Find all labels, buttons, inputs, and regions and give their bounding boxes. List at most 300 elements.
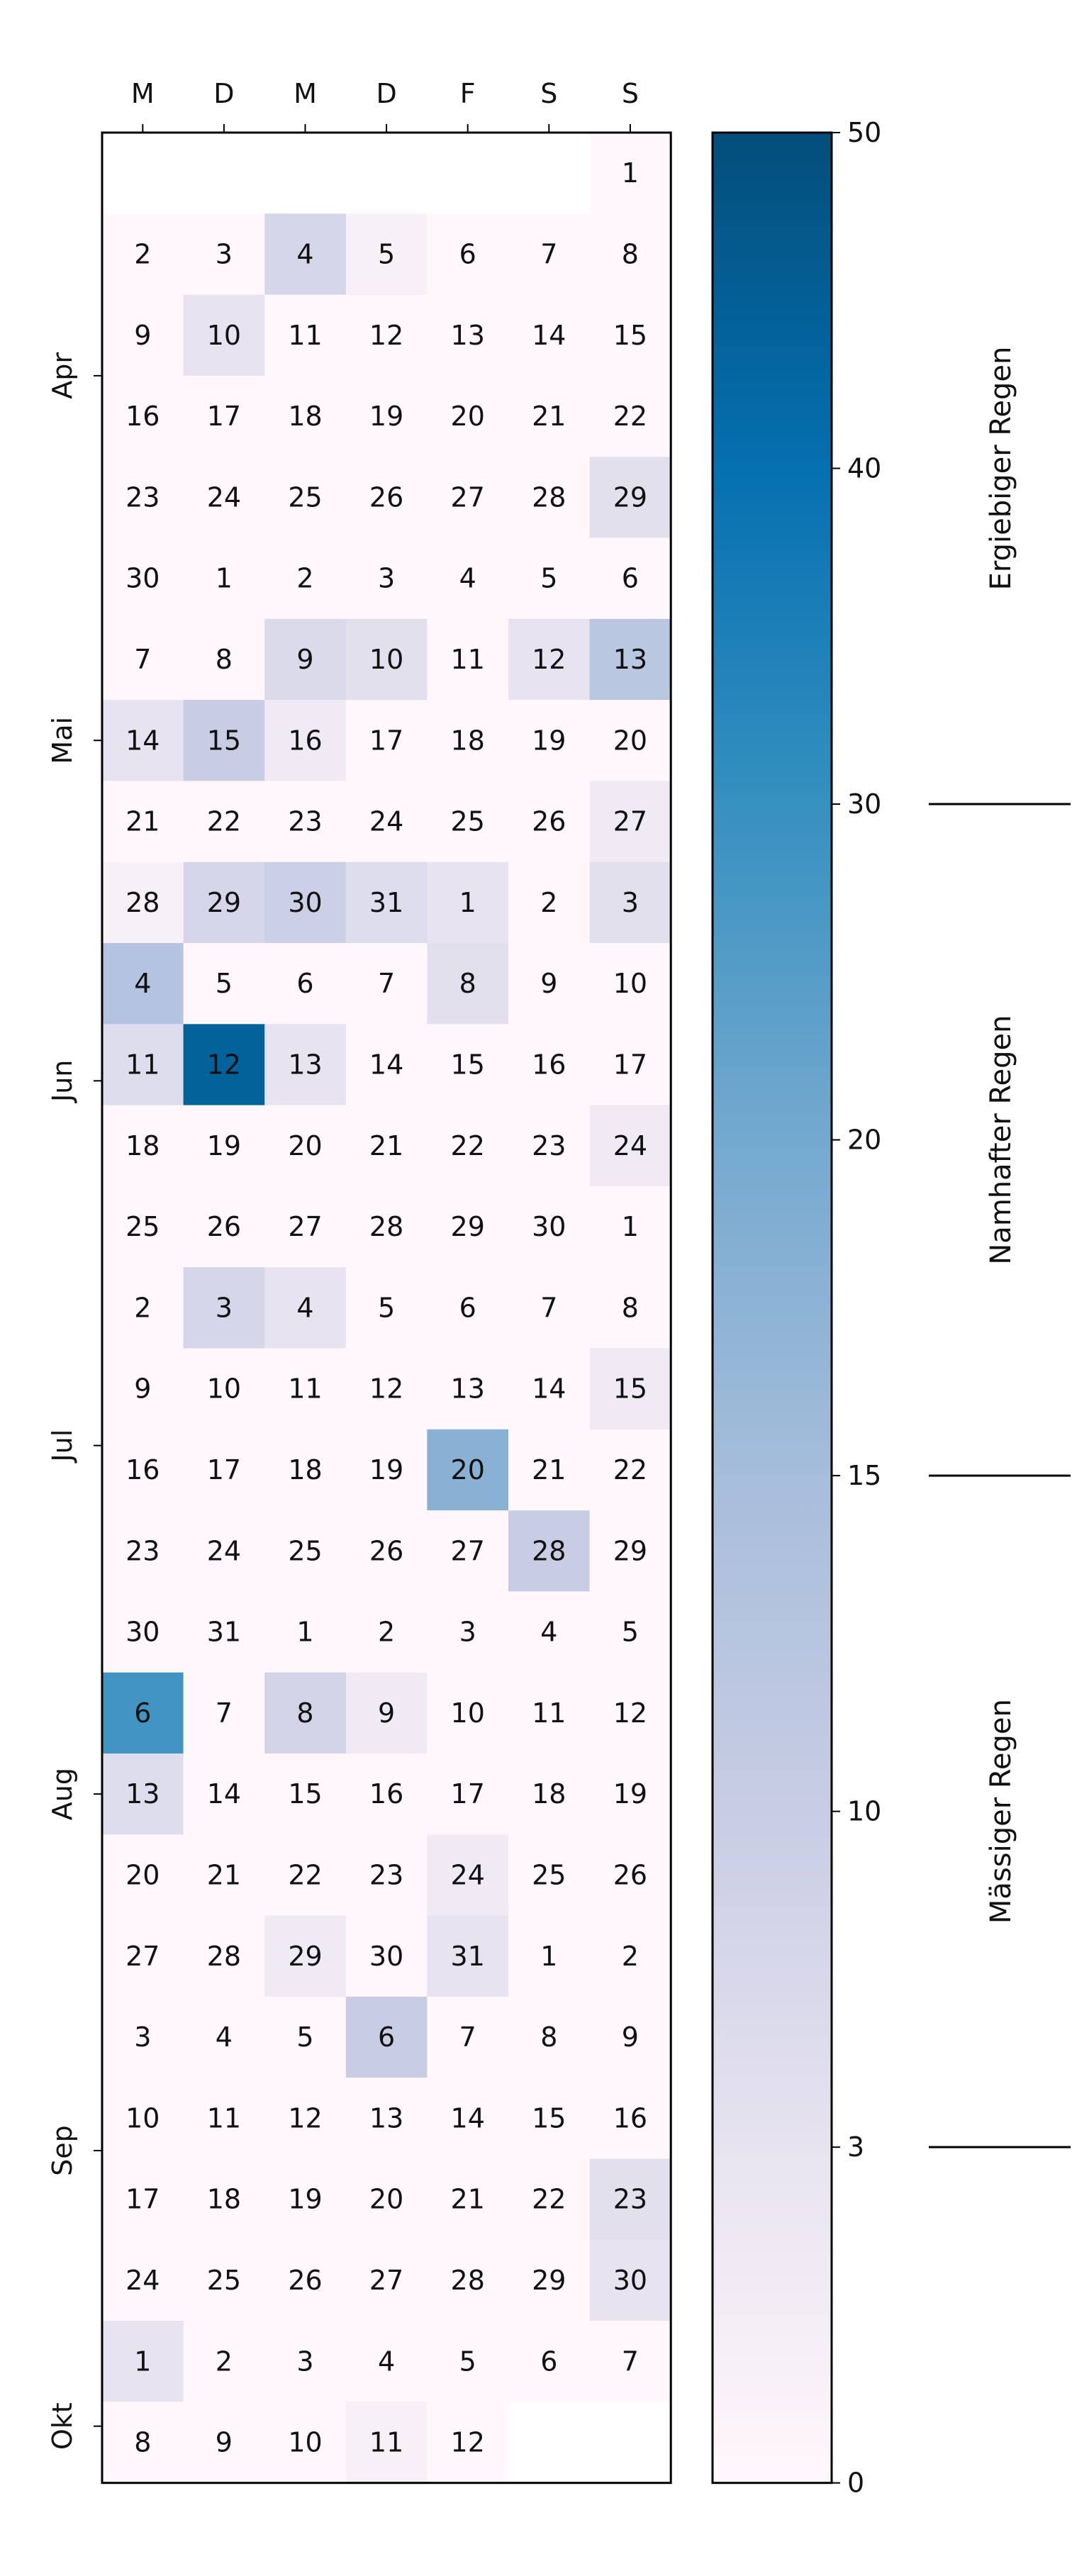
day-cell <box>346 1673 428 1754</box>
day-number: 31 <box>206 1616 242 1648</box>
day-number: 22 <box>613 401 648 433</box>
day-cell <box>346 1024 428 1105</box>
day-number: 7 <box>459 2022 476 2053</box>
day-cell <box>102 1591 184 1673</box>
day-number: 15 <box>532 2102 566 2134</box>
day-cell <box>264 2240 346 2321</box>
day-cell <box>346 1267 428 1349</box>
day-number: 9 <box>134 319 152 351</box>
day-cell <box>102 2402 184 2483</box>
day-cell <box>264 2321 346 2402</box>
day-number: 6 <box>134 1697 152 1729</box>
day-number: 3 <box>215 1292 233 1324</box>
day-cell <box>427 1024 508 1105</box>
day-cell <box>346 1429 428 1511</box>
day-cell <box>184 700 265 781</box>
day-number: 22 <box>288 1859 323 1891</box>
day-number: 24 <box>125 2264 160 2296</box>
day-cell <box>264 943 346 1025</box>
colorbar-gradient <box>713 133 832 2483</box>
day-cell <box>590 2159 671 2241</box>
day-number: 26 <box>369 481 404 513</box>
day-number: 24 <box>206 1535 242 1567</box>
day-cell <box>590 1916 671 1997</box>
day-cell <box>264 1673 346 1754</box>
day-cell <box>102 781 184 862</box>
day-number: 19 <box>532 725 566 757</box>
day-cell <box>427 1834 508 1916</box>
day-cell <box>346 1916 428 1997</box>
day-number: 30 <box>125 1616 160 1648</box>
day-number: 6 <box>540 2346 558 2377</box>
day-cell <box>427 943 508 1025</box>
day-number: 26 <box>369 1535 404 1567</box>
day-cell <box>427 538 508 620</box>
day-cell <box>346 295 428 377</box>
day-number: 4 <box>296 1292 314 1324</box>
day-number: 11 <box>125 1049 160 1081</box>
day-cell <box>427 1186 508 1268</box>
day-number: 7 <box>378 968 396 1000</box>
day-cell <box>184 1429 265 1511</box>
day-number: 16 <box>613 2102 648 2134</box>
day-number: 3 <box>459 1616 476 1648</box>
day-cell <box>264 376 346 457</box>
day-cell <box>184 213 265 295</box>
day-number: 14 <box>369 1049 404 1081</box>
day-number: 11 <box>532 1697 566 1729</box>
day-number: 3 <box>215 238 233 270</box>
day-cell <box>184 295 265 377</box>
day-cell <box>102 1753 184 1835</box>
day-cell <box>427 1429 508 1511</box>
day-number: 11 <box>288 319 323 351</box>
day-cell <box>346 213 428 295</box>
day-number: 31 <box>369 886 404 918</box>
day-number: 12 <box>532 643 566 675</box>
day-cell <box>508 1429 590 1511</box>
day-cell <box>508 1591 590 1673</box>
day-number: 10 <box>369 643 404 675</box>
day-cell <box>264 538 346 620</box>
day-number: 8 <box>621 238 639 270</box>
day-cell <box>508 2240 590 2321</box>
day-cell <box>264 619 346 701</box>
day-number: 20 <box>450 1454 485 1485</box>
day-cell <box>508 2321 590 2402</box>
colorbar-tick-label: 3 <box>847 2131 865 2163</box>
day-cell <box>184 1510 265 1592</box>
month-label: Mai <box>47 716 78 764</box>
day-cell <box>346 2321 428 2402</box>
day-number: 15 <box>206 725 242 757</box>
day-cell <box>184 457 265 538</box>
day-cell <box>590 1753 671 1835</box>
day-number: 30 <box>125 562 160 594</box>
day-cell <box>508 1024 590 1105</box>
day-cell <box>590 457 671 538</box>
day-cell <box>590 1591 671 1673</box>
day-cell <box>427 1591 508 1673</box>
day-cell <box>102 700 184 781</box>
day-cell <box>346 457 428 538</box>
day-number: 23 <box>125 1535 160 1567</box>
day-cell <box>590 619 671 701</box>
day-cell <box>346 1186 428 1268</box>
day-cell <box>427 2159 508 2241</box>
day-cell <box>264 295 346 377</box>
day-number: 20 <box>125 1859 160 1891</box>
day-number: 20 <box>288 1130 323 1161</box>
day-cell <box>427 376 508 457</box>
day-cell <box>508 1267 590 1349</box>
day-cell <box>590 781 671 862</box>
day-cell <box>590 943 671 1025</box>
day-number: 28 <box>450 2264 485 2296</box>
day-cell <box>508 1510 590 1592</box>
colorbar-tick-label: 30 <box>847 788 882 820</box>
day-number: 30 <box>613 2264 648 2296</box>
heatmap-grid <box>102 133 671 2483</box>
day-cell <box>102 2240 184 2321</box>
day-cell <box>590 2078 671 2159</box>
day-number: 30 <box>288 886 323 918</box>
day-cell <box>508 862 590 944</box>
day-cell <box>102 1024 184 1105</box>
day-number: 2 <box>215 2346 233 2377</box>
day-number: 18 <box>288 1454 323 1485</box>
day-cell <box>184 2240 265 2321</box>
day-number: 22 <box>450 1130 485 1161</box>
day-number: 28 <box>532 1535 566 1567</box>
day-number: 26 <box>288 2264 323 2296</box>
day-number: 18 <box>125 1130 160 1161</box>
day-number: 19 <box>369 1454 404 1485</box>
day-cell <box>264 2159 346 2241</box>
weekday-label: D <box>376 78 397 109</box>
day-cell <box>184 1753 265 1835</box>
day-number: 3 <box>296 2346 314 2377</box>
day-cell <box>102 1267 184 1349</box>
day-number: 7 <box>215 1697 233 1729</box>
day-number: 4 <box>215 2022 233 2053</box>
day-number: 5 <box>459 2346 476 2377</box>
day-number: 11 <box>450 643 485 675</box>
day-cell <box>102 862 184 944</box>
day-cell <box>184 1834 265 1916</box>
day-number: 9 <box>621 2022 639 2053</box>
day-cell <box>102 457 184 538</box>
day-cell <box>184 943 265 1025</box>
day-number: 18 <box>288 401 323 433</box>
day-number: 29 <box>613 1535 648 1567</box>
day-cell <box>590 2240 671 2321</box>
day-cell <box>427 781 508 862</box>
day-number: 11 <box>206 2102 242 2134</box>
day-cell <box>508 295 590 377</box>
day-cell <box>264 1349 346 1430</box>
day-cell <box>590 295 671 377</box>
day-number: 10 <box>206 319 242 351</box>
day-number: 7 <box>540 1292 558 1324</box>
day-number: 16 <box>288 725 323 757</box>
day-number: 29 <box>532 2264 566 2296</box>
day-cell <box>102 1105 184 1187</box>
day-number: 27 <box>450 481 485 513</box>
day-cell <box>346 1105 428 1187</box>
day-number: 27 <box>369 2264 404 2296</box>
colorbar-tick-label: 10 <box>847 1795 882 1827</box>
day-number: 15 <box>450 1049 485 1081</box>
day-cell <box>590 213 671 295</box>
day-number: 19 <box>613 1778 648 1810</box>
day-cell <box>264 1267 346 1349</box>
day-number: 12 <box>369 319 404 351</box>
day-cell <box>346 1753 428 1835</box>
day-number: 30 <box>532 1211 566 1243</box>
day-cell <box>264 1186 346 1268</box>
day-number: 8 <box>215 643 233 675</box>
day-cell <box>346 1834 428 1916</box>
day-number: 10 <box>125 2102 160 2134</box>
day-cell <box>264 1916 346 1997</box>
day-cell <box>184 538 265 620</box>
day-number: 19 <box>288 2183 323 2215</box>
day-cell <box>508 2159 590 2241</box>
day-number: 19 <box>206 1130 242 1161</box>
day-cell <box>346 2402 428 2483</box>
day-cell <box>346 1510 428 1592</box>
day-number: 1 <box>215 562 233 594</box>
day-cell <box>346 1997 428 2078</box>
rain-categories <box>929 347 1071 2148</box>
day-cell <box>590 862 671 944</box>
day-cell <box>264 700 346 781</box>
day-cell <box>590 1834 671 1916</box>
day-number: 6 <box>378 2022 396 2053</box>
day-number: 10 <box>613 968 648 1000</box>
day-cell <box>346 1591 428 1673</box>
day-cell <box>346 538 428 620</box>
day-cell <box>102 2159 184 2241</box>
colorbar-tick-label: 50 <box>847 117 882 148</box>
day-cell <box>264 1753 346 1835</box>
day-number: 20 <box>450 401 485 433</box>
day-cell <box>508 457 590 538</box>
day-number: 2 <box>296 562 314 594</box>
day-cell <box>427 1673 508 1754</box>
day-cell <box>184 1024 265 1105</box>
day-cell <box>427 1349 508 1430</box>
day-number: 12 <box>206 1049 242 1081</box>
day-cell <box>427 2240 508 2321</box>
day-number: 1 <box>459 886 476 918</box>
day-cell <box>184 619 265 701</box>
day-cell <box>427 457 508 538</box>
day-number: 30 <box>369 1940 404 1972</box>
day-number: 23 <box>125 481 160 513</box>
day-cell <box>427 1267 508 1349</box>
day-cell <box>346 2240 428 2321</box>
day-number: 4 <box>540 1616 558 1648</box>
day-cell <box>184 1186 265 1268</box>
colorbar-tick-label: 40 <box>847 452 882 484</box>
day-cell <box>102 1834 184 1916</box>
day-cell <box>346 2078 428 2159</box>
day-number: 9 <box>540 968 558 1000</box>
day-number: 21 <box>125 805 160 837</box>
day-number: 22 <box>206 805 242 837</box>
month-label: Okt <box>47 2402 78 2450</box>
day-cell <box>264 1429 346 1511</box>
day-number: 25 <box>125 1211 160 1243</box>
day-number: 2 <box>134 238 152 270</box>
day-number: 3 <box>621 886 639 918</box>
weekday-label: S <box>540 78 558 109</box>
day-cell <box>590 700 671 781</box>
day-number: 17 <box>206 1454 242 1485</box>
day-number: 13 <box>613 643 648 675</box>
day-number: 17 <box>369 725 404 757</box>
day-cell <box>590 1673 671 1754</box>
day-number: 15 <box>613 319 648 351</box>
day-number: 12 <box>288 2102 323 2134</box>
day-cell <box>427 295 508 377</box>
day-cell <box>346 781 428 862</box>
day-number: 1 <box>540 1940 558 1972</box>
day-cell <box>508 1105 590 1187</box>
day-number: 8 <box>296 1697 314 1729</box>
month-axis <box>47 352 102 2450</box>
day-number: 29 <box>288 1940 323 1972</box>
day-cell <box>508 376 590 457</box>
day-number: 5 <box>296 2022 314 2053</box>
day-number: 1 <box>621 1211 639 1243</box>
day-number: 28 <box>125 886 160 918</box>
day-number: 24 <box>613 1130 648 1161</box>
day-number: 2 <box>378 1616 396 1648</box>
colorbar-tick-label: 0 <box>847 2467 865 2499</box>
day-cell <box>427 700 508 781</box>
month-label: Jun <box>47 1059 78 1102</box>
day-cell <box>102 376 184 457</box>
weekday-axis <box>131 78 639 133</box>
day-number: 21 <box>450 2183 485 2215</box>
day-number: 24 <box>206 481 242 513</box>
day-number: 10 <box>450 1697 485 1729</box>
day-cell <box>590 1105 671 1187</box>
day-number: 27 <box>613 805 648 837</box>
day-number: 1 <box>296 1616 314 1648</box>
day-number: 5 <box>621 1616 639 1648</box>
day-number: 4 <box>134 968 152 1000</box>
day-cell <box>590 376 671 457</box>
month-label: Jul <box>47 1429 78 1462</box>
day-cell <box>508 619 590 701</box>
day-number: 17 <box>125 2183 160 2215</box>
day-number: 14 <box>450 2102 485 2134</box>
month-label: Sep <box>47 2125 78 2176</box>
day-cell <box>427 1916 508 1997</box>
day-number: 16 <box>369 1778 404 1810</box>
day-number: 21 <box>532 401 566 433</box>
day-number: 17 <box>450 1778 485 1810</box>
day-cell <box>102 2078 184 2159</box>
day-cell <box>264 457 346 538</box>
day-cell <box>427 1510 508 1592</box>
day-cell <box>102 1186 184 1268</box>
day-cell <box>102 1997 184 2078</box>
day-cell <box>590 1267 671 1349</box>
day-number: 23 <box>288 805 323 837</box>
day-cell <box>184 376 265 457</box>
day-cell <box>590 1429 671 1511</box>
month-label: Apr <box>47 352 78 399</box>
day-cell <box>346 700 428 781</box>
weekday-label: S <box>621 78 639 109</box>
day-number: 23 <box>613 2183 648 2215</box>
day-cell <box>508 1186 590 1268</box>
day-cell <box>346 2159 428 2241</box>
day-cell <box>184 862 265 944</box>
day-cell <box>102 295 184 377</box>
colorbar <box>713 117 881 2499</box>
day-number: 28 <box>206 1940 242 1972</box>
day-cell <box>508 1673 590 1754</box>
day-number: 2 <box>134 1292 152 1324</box>
day-number: 26 <box>206 1211 242 1243</box>
day-number: 21 <box>532 1454 566 1485</box>
day-number: 20 <box>613 725 648 757</box>
day-number: 4 <box>459 562 476 594</box>
day-cell <box>508 781 590 862</box>
day-number: 12 <box>613 1697 648 1729</box>
day-number: 16 <box>532 1049 566 1081</box>
day-cell <box>264 2078 346 2159</box>
day-cell <box>102 1916 184 1997</box>
day-number: 21 <box>206 1859 242 1891</box>
colorbar-tick-label: 15 <box>847 1460 882 1492</box>
day-cell <box>264 1105 346 1187</box>
day-cell <box>508 1997 590 2078</box>
day-number: 10 <box>206 1373 242 1405</box>
day-number: 15 <box>613 1373 648 1405</box>
day-cell <box>264 1510 346 1592</box>
day-number: 28 <box>369 1211 404 1243</box>
day-cell <box>102 943 184 1025</box>
day-cell <box>508 1916 590 1997</box>
day-number: 16 <box>125 1454 160 1485</box>
weekday-label: M <box>130 78 155 109</box>
day-number: 1 <box>621 157 639 189</box>
day-cell <box>427 862 508 944</box>
day-number: 20 <box>369 2183 404 2215</box>
day-cell <box>427 1105 508 1187</box>
day-cell <box>102 1673 184 1754</box>
day-cell <box>264 1834 346 1916</box>
day-cell <box>427 213 508 295</box>
day-number: 13 <box>450 319 485 351</box>
day-number: 23 <box>369 1859 404 1891</box>
day-number: 18 <box>450 725 485 757</box>
day-cell <box>590 1024 671 1105</box>
day-number: 15 <box>288 1778 323 1810</box>
day-cell <box>264 1591 346 1673</box>
day-number: 5 <box>215 968 233 1000</box>
day-cell <box>590 538 671 620</box>
day-number: 8 <box>540 2022 558 2053</box>
day-cell <box>508 943 590 1025</box>
